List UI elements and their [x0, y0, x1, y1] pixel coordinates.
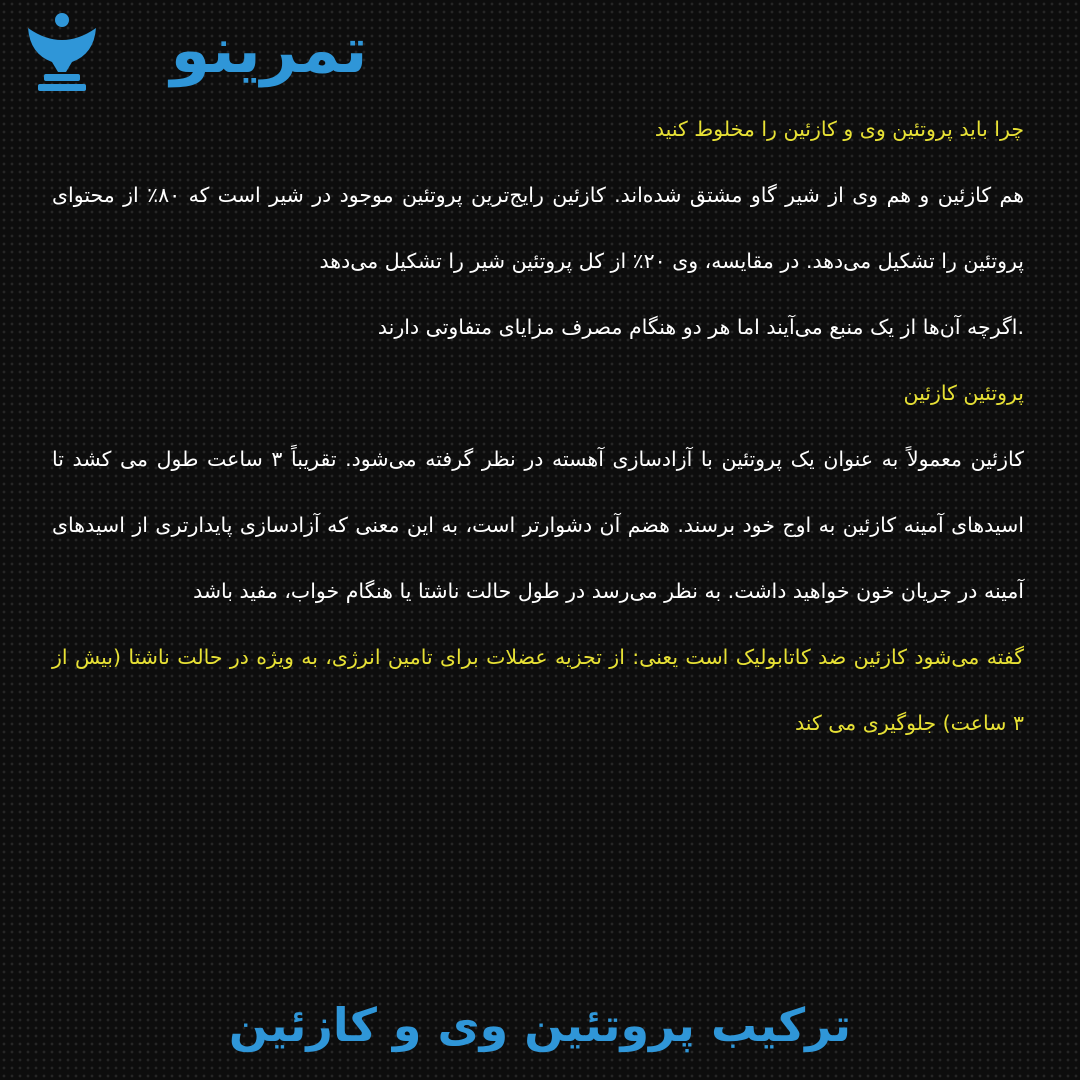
footer-title: ترکیب پروتئین وی و کازئین — [228, 998, 852, 1052]
brand-name: تمرینو — [170, 14, 368, 88]
trophy-icon — [14, 6, 100, 98]
article-body — [52, 96, 1024, 756]
paragraph-origin: هم کازئین و هم وی از شیر گاو مشتق شده‌اند. کازئین رایج‌ترین پروتئین موجود در شیر است که ۸۰٪ از محتوای پروتئین را تشکیل می‌دهد. در مقایسه، وی ۲۰٪ از کل پروتئین شیر را تشکیل می‌دهد — [52, 183, 1025, 273]
paragraph-benefits: .اگرچه آن‌ها از یک منبع می‌آیند اما هر دو هنگام مصرف مزایای متفاوتی دارند — [377, 315, 1024, 339]
paragraph-anticatabolic: گفته می‌شود کازئین ضد کاتابولیک است یعنی: از تجزیه عضلات برای تامین انرژی، به ویژه در حالت ناشتا (بیش از ۳ ساعت) جلوگیری می کند — [52, 645, 1024, 735]
section-heading-casein: پروتئین کازئین — [903, 381, 1024, 405]
section-heading-why-mix: چرا باید پروتئین وی و کازئین را مخلوط کنید — [654, 117, 1024, 141]
brand-logo — [14, 6, 444, 98]
paragraph-casein: کازئین معمولاً به عنوان یک پروتئین با آزادسازی آهسته در نظر گرفته می‌شود. تقریباً ۳ ساعت طول می کشد تا اسیدهای آمینه کازئین به اوج خود برسند. هضم آن دشوارتر است، به این معنی که آزادسازی پایدارتری از اسیدهای آمینه در جریان خون خواهید داشت. به نظر می‌رسد در طول حالت ناشتا یا هنگام خواب، مفید باشد — [52, 447, 1024, 603]
